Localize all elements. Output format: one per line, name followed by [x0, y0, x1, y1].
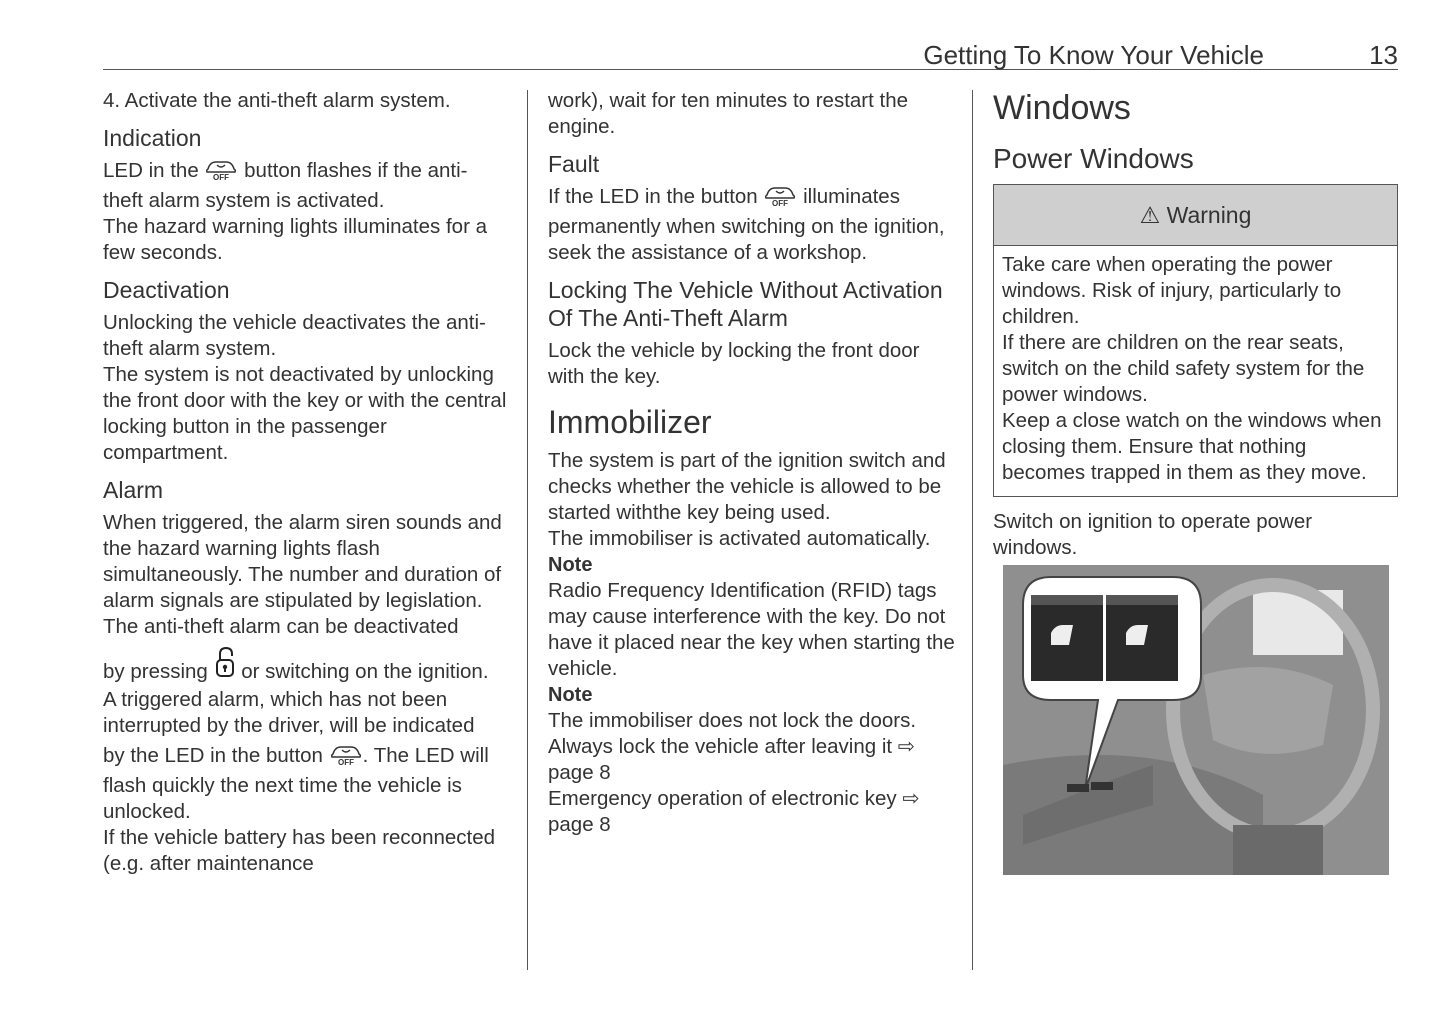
warning-body: [994, 246, 1397, 496]
deactivation-text: The system is not deactivated by unlocking the front door with the key or with the central locking button in the passenger compartment.: [103, 363, 507, 464]
warning-header: ⚠ Warning: [994, 185, 1397, 246]
immobilizer-text: The immobiliser is activated automatically.: [548, 527, 931, 550]
column-2: [548, 88, 958, 838]
column-divider: [972, 90, 973, 970]
section-title: Windows: [993, 89, 1131, 127]
alarm-off-car-icon: [204, 159, 238, 188]
deactivation-text: Unlocking the vehicle deactivates the anti-theft alarm system.: [103, 311, 486, 360]
heading-immobilizer: Immobilizer: [548, 404, 712, 440]
alarm-text: The anti-theft alarm can be deactivated: [103, 615, 459, 638]
warning-text: If there are children on the rear seats, switch on the child safety system for the power windows.: [1002, 331, 1365, 406]
immobilizer-text: The system is part of the ignition switch and checks whether the vehicle is allowed to be started withthe key being used.: [548, 449, 946, 524]
unlock-icon: [214, 646, 236, 687]
page-reference-link[interactable]: Always lock the vehicle after leaving it ⇨ page 8: [548, 735, 915, 784]
heading-locking: Locking The Vehicle Without Activation Of The Anti-Theft Alarm: [548, 277, 943, 331]
note-label: Note: [548, 554, 593, 576]
heading-indication: Indication: [103, 125, 202, 151]
alarm-text: by the LED in the button OFF . The LED will flash quickly the next time the vehicle is unlocked.: [103, 744, 489, 823]
warning-text: Take care when operating the power windows. Risk of injury, particularly to children.: [1002, 253, 1342, 328]
continued-text: work), wait for ten minutes to restart the engine.: [548, 89, 909, 138]
alarm-text: by pressing or switching on the ignition.: [103, 646, 513, 687]
page-reference-link[interactable]: Emergency operation of electronic key ⇨ page 8: [548, 787, 920, 836]
warning-text: Keep a close watch on the windows when closing them. Ensure that nothing becomes trapped in them as they move.: [1002, 409, 1382, 484]
svg-text:OFF: OFF: [772, 199, 789, 207]
heading-deactivation: Deactivation: [103, 277, 230, 303]
subsection-title: Power Windows: [993, 143, 1194, 174]
note-text: The immobiliser does not lock the doors.: [548, 709, 917, 732]
warning-box: [993, 184, 1398, 497]
svg-text:OFF: OFF: [213, 173, 230, 181]
alarm-text: If the vehicle battery has been reconnected (e.g. after maintenance: [103, 826, 496, 875]
indication-text: LED in the OFF button flashes if the anti- theft alarm system is activated.: [103, 159, 468, 212]
page-header: [103, 38, 1398, 70]
alarm-off-car-icon: [329, 744, 363, 773]
note-label: Note: [548, 684, 593, 706]
locking-text: Lock the vehicle by locking the front door with the key.: [548, 339, 920, 388]
power-windows-text: Switch on ignition to operate power windows.: [993, 510, 1313, 559]
heading-fault: Fault: [548, 151, 600, 177]
heading-alarm: Alarm: [103, 477, 164, 503]
column-divider: [527, 90, 528, 970]
svg-text:OFF: OFF: [337, 758, 354, 766]
indication-hazard-text: The hazard warning lights illuminates for a few seconds.: [103, 215, 487, 264]
power-window-switch-illustration: [1003, 565, 1389, 875]
column-3: [993, 88, 1398, 875]
alarm-off-car-icon: [763, 185, 797, 214]
note-text: Radio Frequency Identification (RFID) tags may cause interference with the key. Do not have it placed near the key when starting the vehicle.: [548, 579, 955, 680]
alarm-text: A triggered alarm, which has not been interrupted by the driver, will be indicated: [103, 688, 475, 737]
step-4: 4. Activate the anti-theft alarm system.: [103, 89, 451, 112]
fault-text: If the LED in the button OFF illuminates permanently when switching on the ignition, seek the assistance of a workshop.: [548, 185, 945, 264]
page-number: 13: [1369, 40, 1398, 70]
alarm-text: When triggered, the alarm siren sounds and the hazard warning lights flash simultaneously. The number and duration of alarm signals are stipulated by legislation.: [103, 511, 502, 612]
chapter-title: Getting To Know Your Vehicle: [923, 40, 1264, 70]
column-1: [103, 88, 513, 877]
